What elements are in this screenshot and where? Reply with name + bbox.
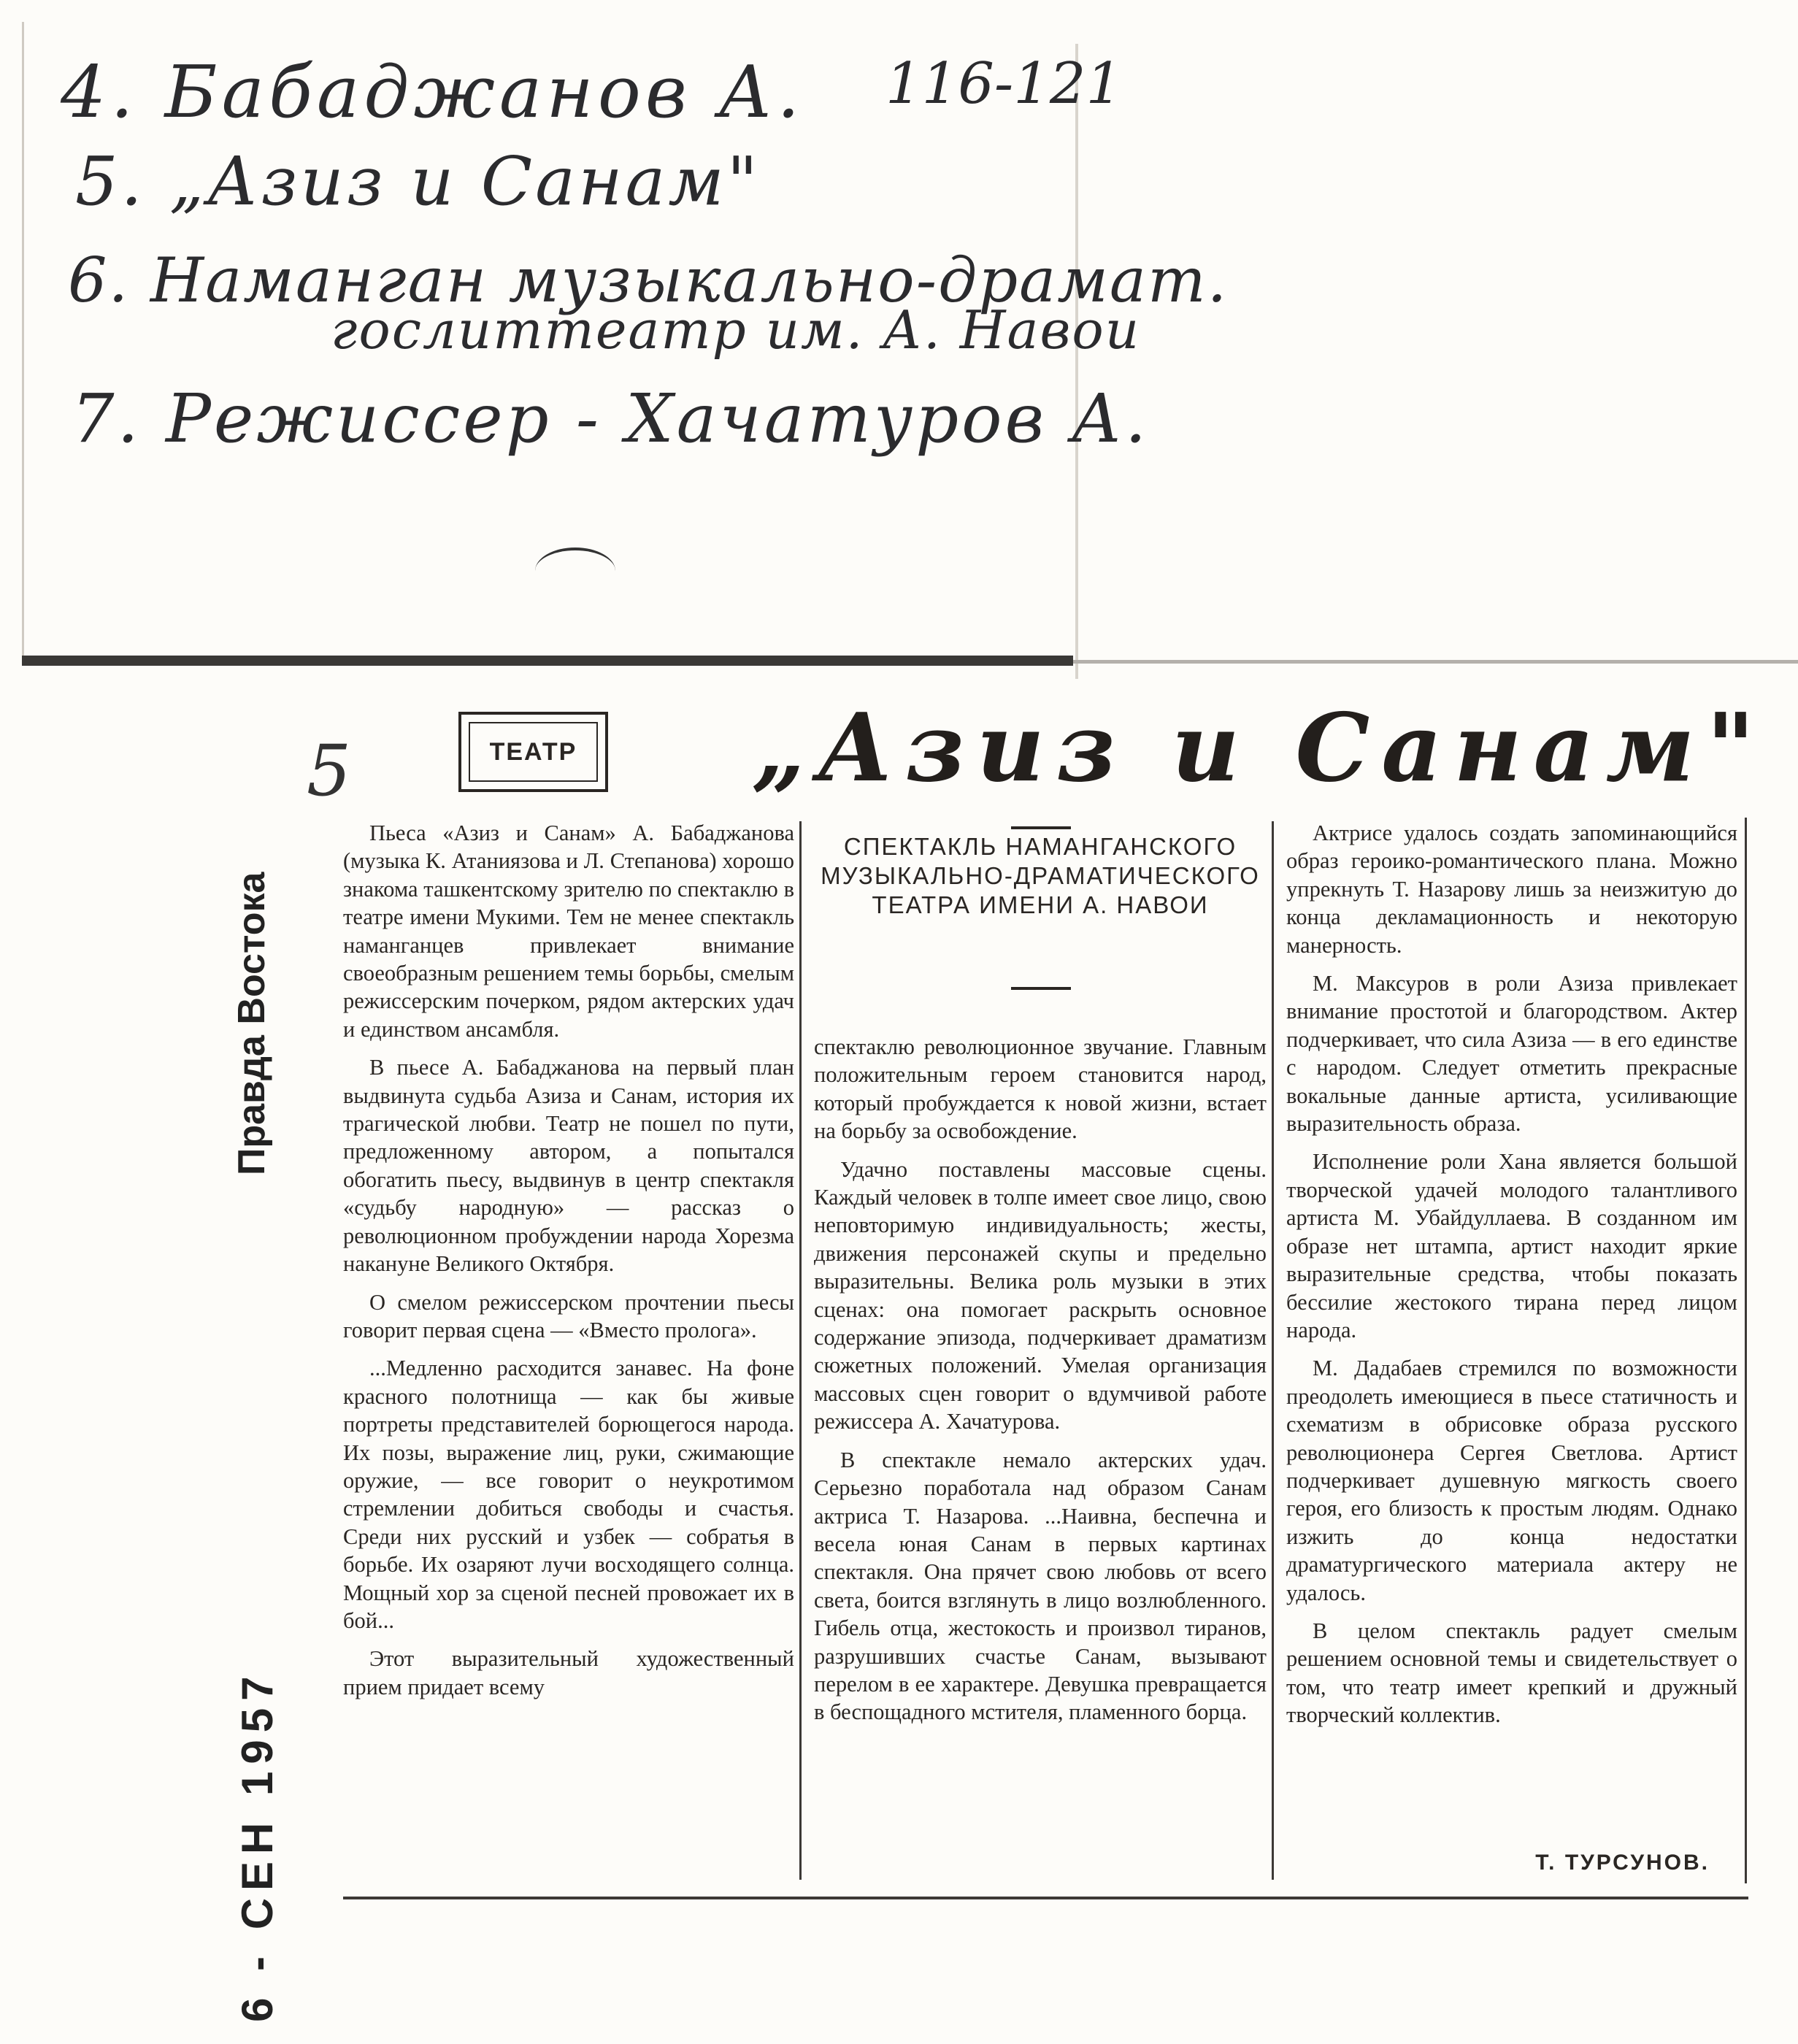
newspaper-source: Правда Востока: [231, 872, 273, 1175]
index-card: [22, 22, 1229, 664]
subhead-dash-bottom: [1011, 987, 1071, 990]
card-edge: [1075, 44, 1078, 679]
rubric-label: ТЕАТР: [469, 722, 598, 782]
paragraph: О смелом режиссерском прочтении пьесы говорит первая сцена — «Вместо пролога».: [343, 1289, 794, 1342]
paragraph: М. Дадабаев стремился по возможности преодолеть имеющиеся в пьесе статичность и схематизм в обрисовке образа русского революционера Сергея Светлова. Артист подчеркивает душевную мягкость своего героя, его близость к простым людям. Однако изжить до конца недостатки драматургического материала актеру не удалось.: [1286, 1356, 1737, 1605]
column-divider: [799, 821, 802, 1880]
card-page-ref: 116-121: [885, 51, 1123, 117]
paragraph: В пьесе А. Бабаджанова на первый план выдвинута судьба Азиза и Санам, история их трагической любви. Театр не пошел по пути, предложенному автором, а попытался обогатить пьесу, выдвинув в центр спектакля «судьбу народную» — рассказ о революционном пробуждении народа Хорезма накануне Великого Октября.: [343, 1055, 794, 1277]
card-line-theatre: 6. Наманган музыкально-драмат.: [68, 245, 1229, 316]
paragraph: Этот выразительный художественный прием придает всему: [343, 1646, 794, 1699]
article-column-1: [343, 819, 794, 1885]
handwritten-arc-mark: [535, 548, 615, 594]
paragraph: Исполнение роли Хана является большой творческой удачей молодого талантливого артиста М. Убайдуллаева. В созданном им образе нет штампа, артист находит яркие выразительные средства, чтобы показать бессилие жестокого тирана перед лицом народа.: [1286, 1149, 1737, 1342]
article-headline: „Азиз и Санам": [752, 694, 1767, 803]
paragraph: Пьеса «Азиз и Санам» А. Бабаджанова (музыка К. Атаниязова и Л. Степанова) хорошо знакома ташкентскому зрителю по спектаклю в театре имени Мукими. Тем не менее спектакль наманганцев привлекает внимание своеобразным решением темы борьбы, смелым режиссерским почерком, рядом актерских удач и единством ансамбля.: [343, 821, 795, 1042]
card-bottom-rule-thin: [1073, 660, 1798, 664]
rubric-box: [458, 712, 608, 792]
card-line-title: 5. „Азиз и Санам": [75, 142, 761, 220]
author-signature: Т. ТУРСУНОВ.: [1535, 1851, 1710, 1875]
article-subheading: СПЕКТАКЛЬ НАМАНГАНСКОГО МУЗЫКАЛЬНО-ДРАМАТИЧЕСКОГО ТЕАТРА ИМЕНИ А. НАВОИ: [821, 833, 1260, 918]
clipping-number: 5: [307, 730, 352, 812]
article-bottom-rule: [343, 1897, 1748, 1899]
column-divider: [1745, 818, 1747, 1883]
paragraph: В целом спектакль радует смелым решением основной темы и свидетельствует о том, что театр имеет крепкий и дружный творческий коллектив.: [1286, 1618, 1737, 1728]
column-divider: [1272, 821, 1274, 1880]
card-line-author: 4. Бабаджанов А.: [61, 51, 804, 134]
article-column-2: [814, 1033, 1267, 1894]
paragraph: Актрисе удалось создать запоминающийся образ героико-романтического плана. Можно упрекнуть Т. Назарову лишь за неизжитую до конца декламационность и некоторую манерность.: [1286, 821, 1737, 958]
paragraph: Удачно поставлены массовые сцены. Каждый человек в толпе имеет свое лицо, свою неповторимую индивидуальность; жесты, движения персонажей скупы и предельно выразительны. Велика роль музыки в этих сценах: она помогает раскрыть основное содержание эпизода, подчеркивает драматизм сюжетных положений. Умелая организация массовых сцен говорит о вдумчивой работе режиссера А. Хачатурова.: [814, 1156, 1267, 1434]
card-line-theatre-cont: гослиттеатр им. А. Навои: [331, 299, 1141, 361]
paragraph: В спектакле немало актерских удач. Серьезно поработала над образом Санам актриса Т. Назарова. ...Наивна, беспечна и весела юная Санам в первых картинах спектакля. Она прячет свою любовь от всего света, боится взглянуть в лицо возлюбленного. Гибель отца, жестокость и произвол тиранов, разрушивших счастье Санам, вызывают перелом в ее характере. Девушка превращается в беспощадного мстителя, пламенного борца.: [814, 1447, 1267, 1725]
publication-date-stamp: 6 - СЕН 1957: [233, 1669, 282, 2022]
card-bottom-rule: [22, 656, 1073, 666]
subhead-dash-top: [1011, 826, 1071, 829]
card-line-director: 7. Режиссер - Хачатуров А.: [72, 380, 1150, 458]
paragraph: спектаклю революционное звучание. Главным положительным героем становится народ, который пробуждается к новой жизни, встает на борьбу за освобождение.: [814, 1034, 1267, 1144]
paragraph: М. Максуров в роли Азиза привлекает вниманиe простотой и благородством. Актер подчеркивает, что сила Азиза — в его единстве с народом. Следует отметить прекрасные вокальные данные артиста, усиливающие выразительность образа.: [1286, 971, 1737, 1137]
article-column-3: [1286, 819, 1737, 1885]
paragraph: ...Медленно расходится занавес. На фоне красного полотнища — как бы живые портреты представителей борющегося народа. Их позы, выражение лиц, руки, сжимающие оружие, — все говорит о неукротимом стремлении добиться свободы и счастья. Среди них русский и узбек — собратья в борьбе. Их озаряют лучи восходящего солнца. Мощный хор за сценой песней провожает их в бой...: [343, 1356, 794, 1633]
